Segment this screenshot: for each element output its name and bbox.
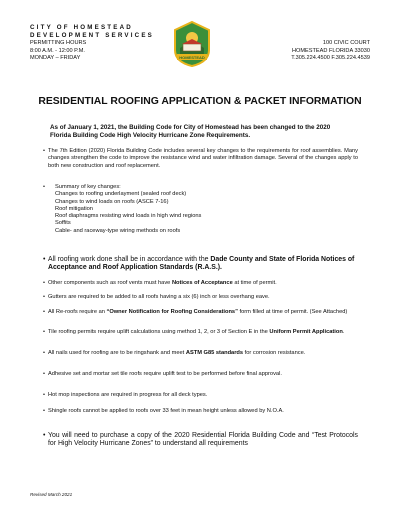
hours-label: PERMITTING HOURS (30, 40, 87, 46)
summary-label: Summary of key changes: (55, 184, 121, 190)
item-text-bold: Notices of Acceptance (171, 280, 233, 286)
phone-fax: T.305.224.4500 F.305.224.4539 (291, 55, 370, 62)
list-item-code-edition (43, 148, 358, 170)
item-text: All nails used for roofing are to be ringshank and meet (48, 350, 186, 356)
item-text: You will need to purchase a copy of the 2020 Residential Florida Building Code and “Test Protocols for High Velocity Hurricane Zones” to understand all requirements (48, 432, 358, 448)
change-item: Roof mitigation (55, 205, 93, 212)
item-text: at time of permit. (232, 280, 277, 286)
intro-paragraph: As of January 1, 2021, the Building Code for City of Homestead has been changed to the 2020 Florida Building Code High Velocity Hurricane Zone Requirements. (50, 124, 331, 139)
item-text: . (342, 329, 345, 335)
list-item-summary (43, 184, 358, 235)
list-item-dade-county (43, 256, 358, 273)
city-seal-logo (172, 20, 212, 68)
list-item-purchase-code (43, 432, 358, 449)
item-text: Shingle roofs cannot be applied to roofs over 33 feet in mean height unless allowed by N.O.A. (48, 408, 284, 414)
bullet-icon: • (43, 371, 45, 377)
header-right (291, 40, 370, 63)
list-item-nails (43, 350, 358, 357)
item-text: form filled at time of permit. (See Attached) (237, 309, 348, 315)
item-text-bold: Uniform Permit Application (269, 329, 343, 335)
address-line1: 100 CIVIC COURT (322, 40, 370, 46)
item-text-bold: Dade County and State of Florida Notices of Acceptance and Roof Application Standards (R.A.S.). (48, 256, 355, 272)
item-text: All roofing work done shall be in accordance with the (48, 256, 211, 263)
change-item: Changes to roofing underlayment (sealed roof deck) (55, 191, 187, 198)
item-text: Other components such as roof vents must have (48, 280, 172, 286)
bullet-icon: • (43, 392, 45, 398)
bullet-icon: • (43, 280, 45, 286)
address-line2: HOMESTEAD FLORIDA 33030 (291, 47, 370, 54)
item-text: Adhesive set and mortar set tile roofs require uplift test to be performed before final approval. (48, 371, 282, 377)
bullet-icon: • (43, 350, 45, 356)
item-text: All Re-roofs require an (48, 309, 107, 315)
bullet-icon: • (43, 408, 45, 414)
list-item-roof-vents (43, 280, 358, 287)
bullet-icon: • (43, 256, 46, 263)
bullet-icon: • (43, 148, 45, 154)
change-item: Changes to wind loads on roofs (ASCE 7-16) (55, 198, 169, 205)
revised-date: Revised March 2021 (30, 492, 73, 497)
item-text: for corrosion resistance. (243, 350, 306, 356)
bullet-icon: • (43, 432, 46, 439)
list-item-hot-mop (43, 392, 358, 399)
item-text-bold: “Owner Notification for Roofing Considerations” (106, 309, 238, 315)
change-item: Cable- and raceway-type wiring methods on roofs (55, 227, 181, 234)
org-department: DEVELOPMENT SERVICES (30, 32, 154, 39)
hours-time: 8:00 A.M. - 12:00 P.M. (30, 47, 85, 54)
bullet-icon: • (43, 329, 45, 335)
item-text: The 7th Edition (2020) Florida Building Code includes several key changes to the requirements for roof assemblies. Many changes strengthen the code to improve the resistance wind and water infiltration damage. Several of the changes apply to both new construction and roof replacement. (48, 148, 358, 169)
change-item: Roof diaphragms resisting wind loads in high wind regions (55, 213, 202, 220)
list-item-shingle (43, 408, 358, 415)
logo-text: HOMESTEAD (179, 54, 205, 60)
list-item-owner-notification (43, 309, 358, 316)
list-item-adhesive-tile (43, 371, 358, 378)
list-item-tile-uplift (43, 329, 358, 336)
item-text: Gutters are required to be added to all roofs having a six (6) inch or less overhang eave. (48, 294, 270, 300)
bullet-icon: • (43, 294, 45, 300)
list-item-gutters (43, 294, 358, 301)
document-title: RESIDENTIAL ROOFING APPLICATION & PACKET INFORMATION (38, 96, 362, 107)
hours-days: MONDAY – FRIDAY (30, 55, 81, 62)
header-left (30, 24, 180, 63)
item-text: Tile roofing permits require uplift calculations using method 1, 2, or 3 of Section E in the (48, 329, 270, 335)
bullet-icon: • (43, 309, 45, 315)
item-text: Hot mop inspections are required in progress for all deck types. (48, 392, 208, 398)
change-item: Soffits (55, 220, 71, 227)
bullet-icon: • (43, 184, 45, 190)
org-name: CITY OF HOMESTEAD (30, 24, 133, 31)
item-text-bold: ASTM G85 standards (185, 350, 244, 356)
